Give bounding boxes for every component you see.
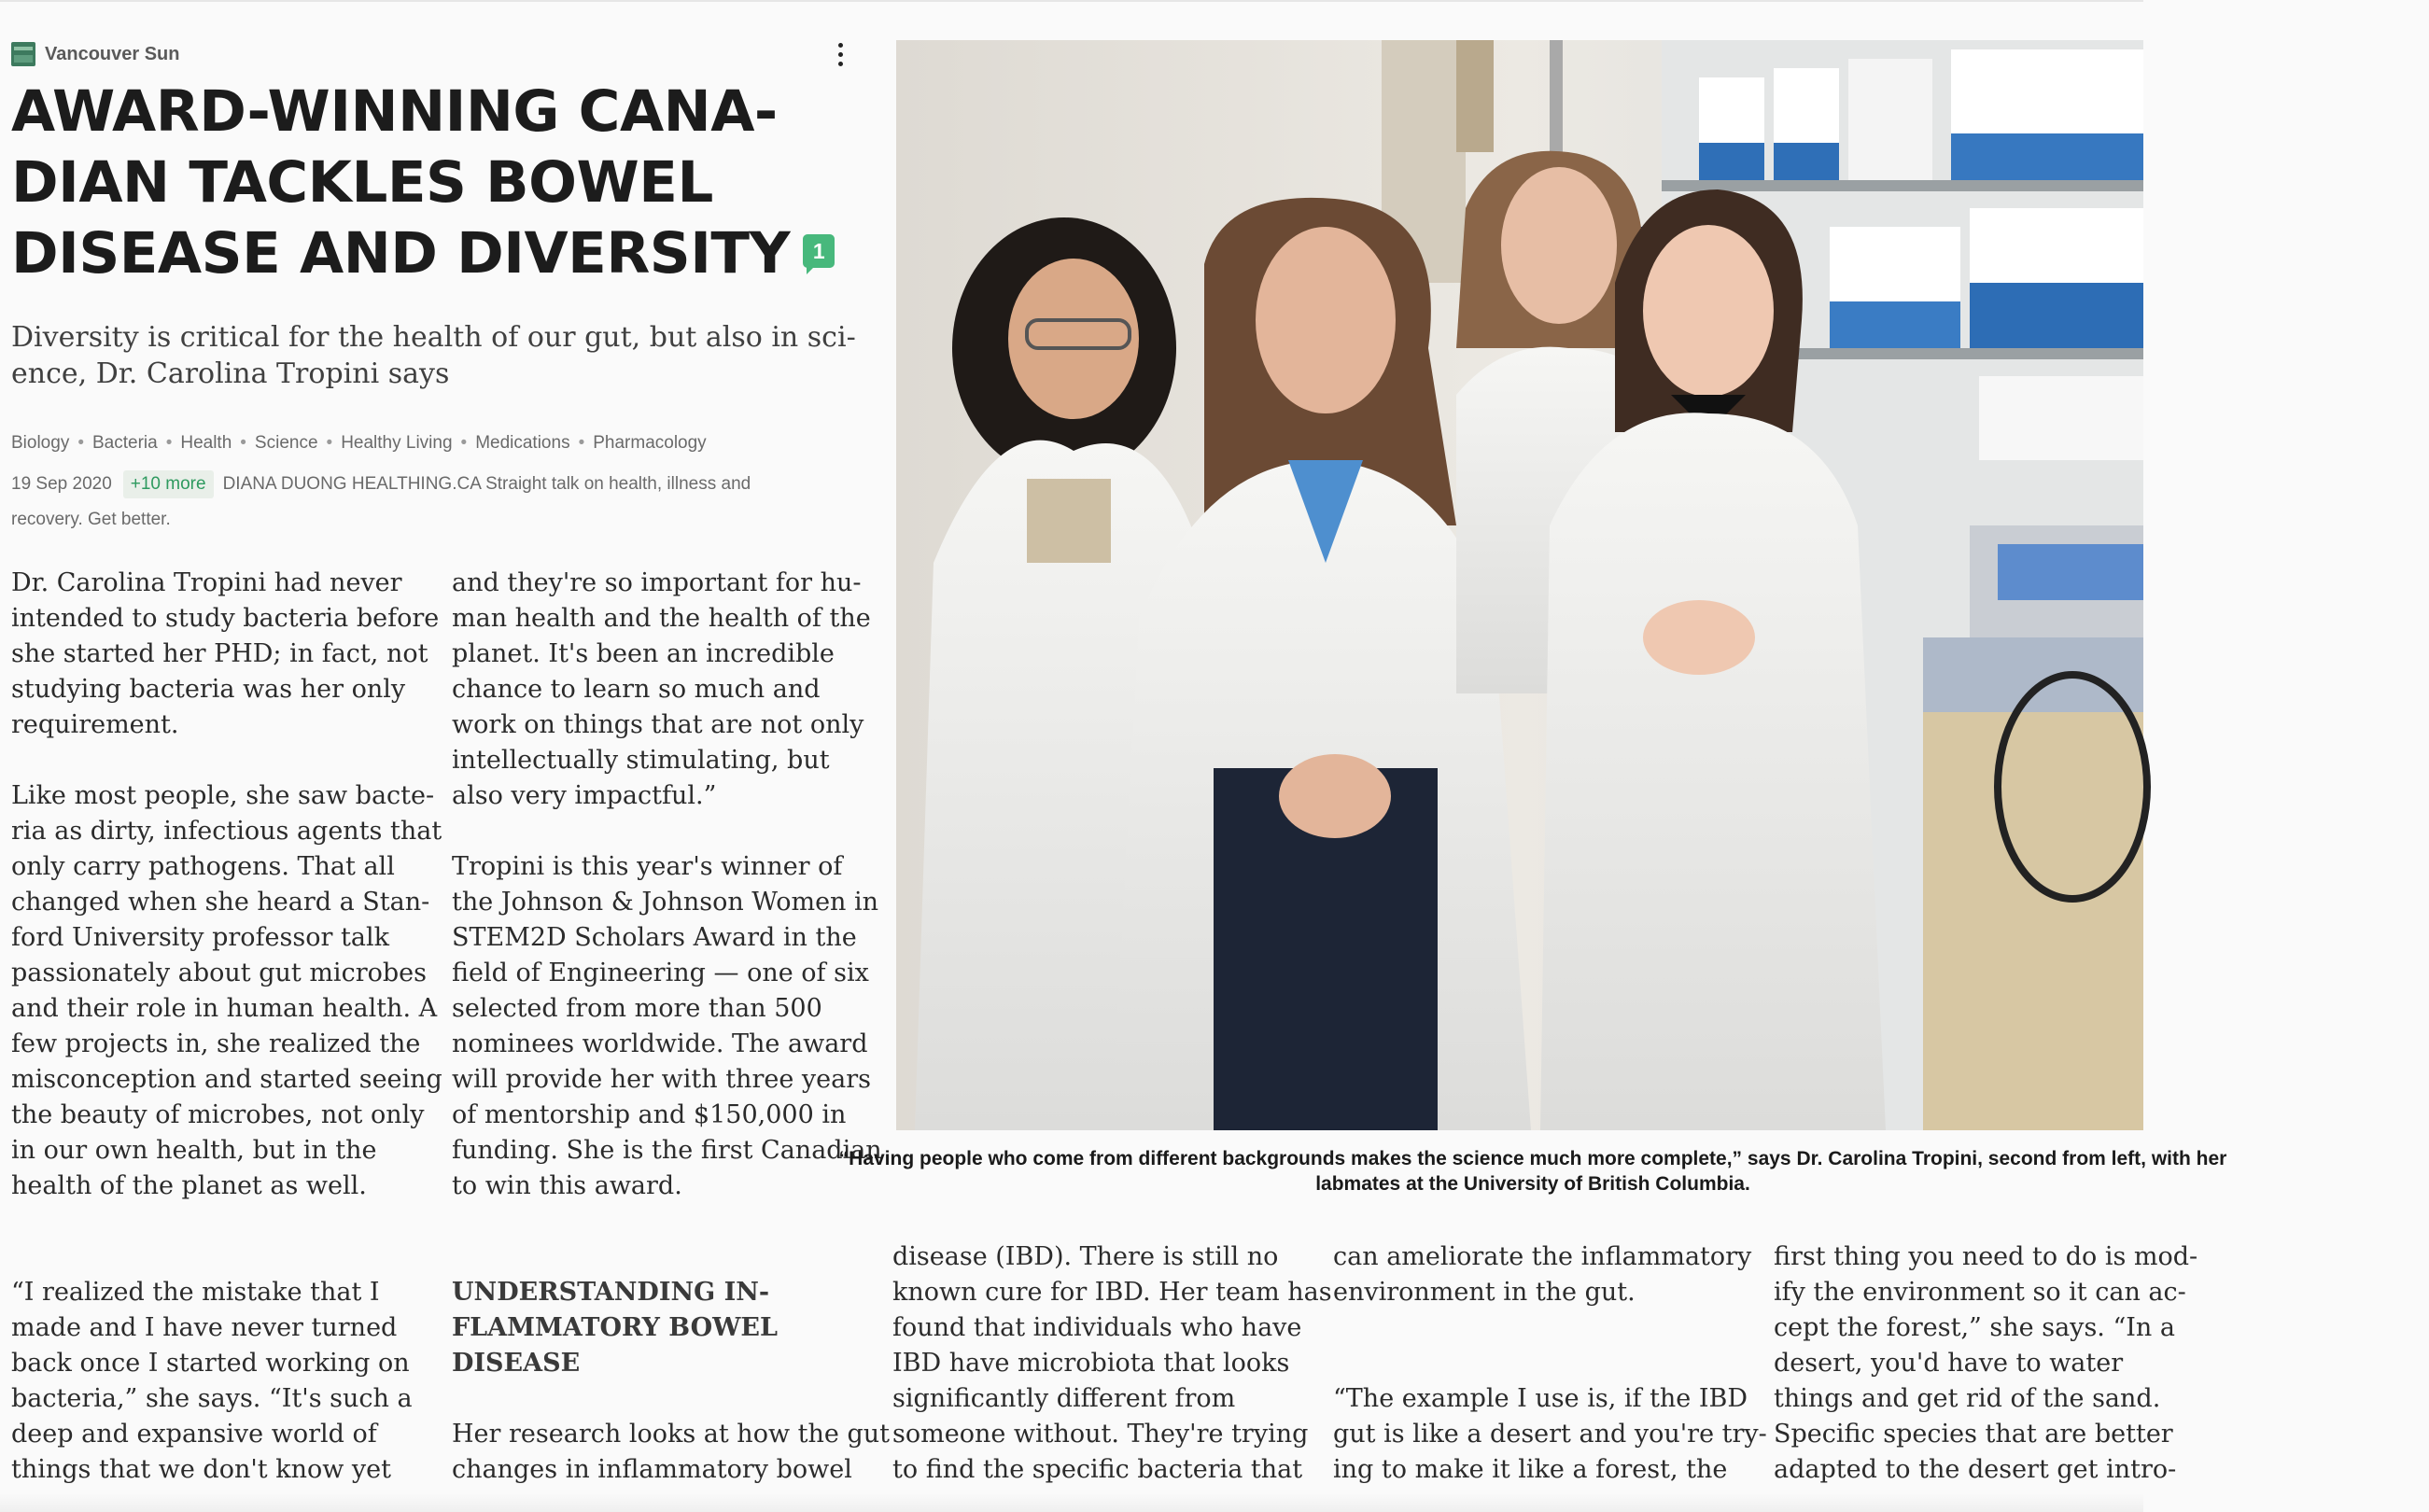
tag-bacteria[interactable]: Bacteria (91, 433, 158, 453)
body-line: misconception and started seeing (11, 1065, 442, 1094)
body-line: few projects in, she realized the (11, 1029, 421, 1058)
body-line: the beauty of microbes, not only (11, 1100, 425, 1129)
publication-name[interactable]: Vancouver Sun (45, 43, 180, 64)
body-line: field of Engineering — one of six (452, 959, 869, 987)
body-line: environment in the gut. (1333, 1278, 1636, 1307)
caption-line: labmates at the University of British Columbia. (1315, 1173, 1750, 1195)
tag-health[interactable]: Health (180, 433, 232, 453)
body-line: to find the specific bacteria that (892, 1455, 1303, 1484)
body-line: nominees worldwide. The award (452, 1029, 868, 1058)
body-line: Tropini is this year's winner of (452, 852, 843, 881)
body-line: desert, you'd have to water (1774, 1349, 2124, 1378)
article-headline (11, 77, 851, 289)
body-line: known cure for IBD. Her team has (892, 1278, 1332, 1307)
body-line: significantly different from (892, 1384, 1236, 1413)
article-column-1-bottom (11, 1275, 431, 1488)
article-column-4-bottom (1333, 1239, 1767, 1488)
body-line: and their role in human health. A (11, 994, 438, 1023)
body-line: Specific species that are better (1774, 1420, 2173, 1449)
section-heading: FLAMMATORY BOWEL (452, 1313, 778, 1342)
body-line: changes in inflammatory bowel (452, 1455, 852, 1484)
body-line: “I realized the mistake that I (11, 1278, 380, 1307)
tag-healthy-living[interactable]: Healthy Living (341, 433, 453, 453)
body-line: gut is like a desert and you're try- (1333, 1420, 1767, 1449)
body-line: IBD have microbiota that looks (892, 1349, 1290, 1378)
body-line: intellectually stimulating, but (452, 746, 830, 775)
body-line: and they're so important for hu- (452, 568, 862, 597)
body-line: “The example I use is, if the IBD (1333, 1384, 1748, 1413)
body-line: work on things that are not only (452, 710, 864, 739)
section-heading: DISEASE (452, 1349, 581, 1378)
body-line: first thing you need to do is mod- (1774, 1242, 2198, 1271)
body-line: Dr. Carolina Tropini had never (11, 568, 402, 597)
body-line: things that we don't know yet (11, 1455, 391, 1484)
body-line: passionately about gut microbes (11, 959, 427, 987)
body-line: health of the planet as well. (11, 1171, 367, 1200)
body-line: Like most people, she saw bacte- (11, 781, 435, 810)
article-column-2-top (452, 566, 882, 1204)
headline-line: AWARD-WINNING CANA- (11, 78, 778, 145)
body-line: ria as dirty, infectious agents that (11, 817, 442, 846)
more-tags-button[interactable]: +10 more (123, 470, 214, 498)
tag-science[interactable]: Science (254, 433, 318, 453)
body-line: Her research looks at how the gut (452, 1420, 890, 1449)
byline-continued: recovery. Get better. (11, 510, 171, 529)
vancouver-sun-logo-icon (11, 42, 35, 66)
body-line: selected from more than 500 (452, 994, 822, 1023)
body-line: intended to study bacteria before (11, 604, 440, 633)
headline-line: DIAN TACKLES BOWEL (11, 149, 713, 216)
body-line: funding. She is the first Canadian (452, 1136, 882, 1165)
article-meta (11, 467, 851, 538)
body-line: made and I have never turned (11, 1313, 398, 1342)
top-divider (0, 0, 2143, 4)
publish-date: 19 Sep 2020 (11, 474, 112, 494)
tag-biology[interactable]: Biology (11, 433, 70, 453)
lab-scientists-photo (896, 40, 2143, 1130)
body-line: also very impactful.” (452, 781, 717, 810)
body-line: the Johnson & Johnson Women in (452, 888, 879, 917)
article-column-2-bottom (452, 1275, 890, 1488)
topic-tags: Biology • Bacteria • Health • Science • Healthy Living • Medications • Pharmacology (11, 433, 707, 453)
body-line: changed when she heard a Stan- (11, 888, 430, 917)
caption-line: “Having people who come from different backgrounds makes the science much more complete,” says Dr. Carolina Tropini, second from left, with her (838, 1148, 2227, 1169)
body-line: can ameliorate the inflammatory (1333, 1242, 1752, 1271)
subhead-line: ence, Dr. Carolina Tropini says (11, 357, 450, 390)
article-subhead (11, 319, 856, 392)
photo-caption (838, 1146, 2227, 1204)
headline-line-text: DISEASE AND DIVERSITY (11, 220, 791, 287)
headline-line (11, 218, 851, 289)
body-line: disease (IBD). There is still no (892, 1242, 1279, 1271)
tag-medications[interactable]: Medications (475, 433, 570, 453)
article-column-5-bottom (1774, 1239, 2198, 1488)
body-line: STEM2D Scholars Award in the (452, 923, 857, 952)
body-line: someone without. They're trying (892, 1420, 1309, 1449)
tag-pharmacology[interactable]: Pharmacology (593, 433, 707, 453)
comment-count-badge[interactable]: 1 (803, 234, 835, 268)
body-line: will provide her with three years (452, 1065, 871, 1094)
section-heading: UNDERSTANDING IN- (452, 1278, 770, 1307)
body-line: things and get rid of the sand. (1774, 1384, 2161, 1413)
body-line: man health and the health of the (452, 604, 871, 633)
body-line: ify the environment so it can ac- (1774, 1278, 2186, 1307)
body-line: cept the forest,” she says. “In a (1774, 1313, 2175, 1342)
article-photo[interactable] (896, 40, 2143, 1130)
body-line: of mentorship and $150,000 in (452, 1100, 847, 1129)
article-column-3-bottom (892, 1239, 1332, 1488)
publication-header[interactable] (11, 41, 180, 67)
body-line: requirement. (11, 710, 179, 739)
body-line: she started her PHD; in fact, not (11, 639, 428, 668)
body-line: ford University professor talk (11, 923, 389, 952)
body-line: adapted to the desert get intro- (1774, 1455, 2177, 1484)
article-column-1-top (11, 566, 442, 1204)
body-line: to win this award. (452, 1171, 682, 1200)
body-line: found that individuals who have (892, 1313, 1302, 1342)
bottom-scroll-edge (0, 1493, 2143, 1512)
subhead-line: Diversity is critical for the health of our gut, but also in sci- (11, 321, 856, 354)
byline: DIANA DUONG HEALTHING.CA Straight talk on health, illness and (222, 474, 751, 494)
kebab-menu-icon[interactable] (829, 39, 851, 69)
body-line: only carry pathogens. That all (11, 852, 395, 881)
body-line: ing to make it like a forest, the (1333, 1455, 1728, 1484)
body-line: deep and expansive world of (11, 1420, 377, 1449)
body-line: planet. It's been an incredible (452, 639, 835, 668)
body-line: bacteria,” she says. “It's such a (11, 1384, 413, 1413)
body-line: chance to learn so much and (452, 675, 821, 704)
body-line: in our own health, but in the (11, 1136, 377, 1165)
body-line: back once I started working on (11, 1349, 410, 1378)
body-line: studying bacteria was her only (11, 675, 406, 704)
